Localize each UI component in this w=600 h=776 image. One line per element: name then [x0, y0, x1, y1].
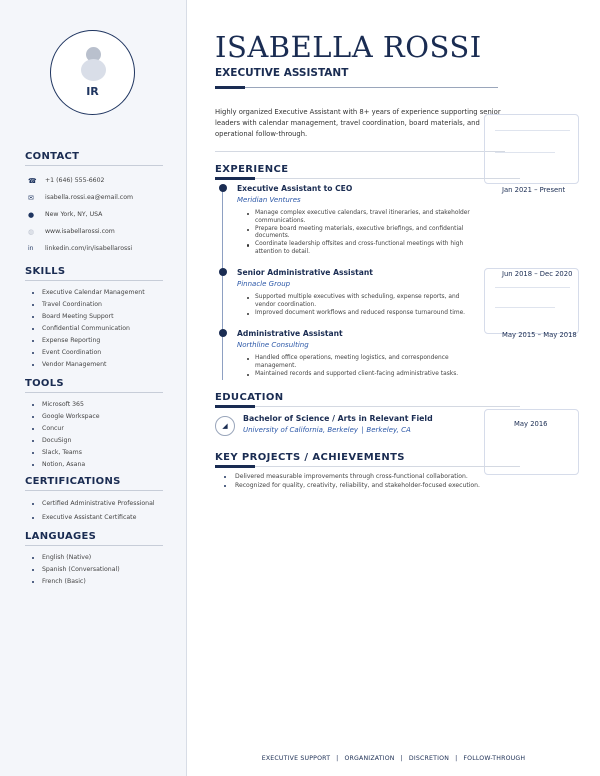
education-separator: |: [361, 426, 364, 434]
list-item: Supported multiple executives with scheduling, expense reports, and vendor coordination.: [247, 294, 477, 309]
education-school-line: [243, 426, 411, 434]
footer-tagline: [187, 755, 600, 762]
job-company: Pinnacle Group: [237, 280, 291, 288]
experience-heading: EXPERIENCE: [215, 164, 289, 175]
job-company: Meridian Ventures: [237, 196, 301, 204]
candidate-name: ISABELLA ROSSI: [215, 30, 482, 64]
certifications-heading: CERTIFICATIONS: [25, 476, 163, 491]
contact-section: [25, 151, 163, 257]
job-title: Senior Administrative Assistant: [237, 268, 373, 277]
contact-linkedin-text[interactable]: linkedin.com/in/isabellarossi: [45, 245, 133, 252]
contact-phone: [25, 172, 163, 189]
job-dates: May 2015 – May 2018: [502, 331, 577, 339]
list-item: Improved document workflows and reduced response turnaround time.: [247, 310, 477, 318]
list-item: Prepare board meeting materials, executive briefings, and confidential documents.: [247, 226, 477, 241]
languages-section: [25, 531, 163, 588]
contact-phone-text[interactable]: +1 (646) 555-6602: [45, 177, 105, 184]
list-item: Spanish (Conversational): [25, 564, 163, 576]
list-item: Coordinate leadership offsites and cross-functional meetings with high attention to detail.: [247, 241, 477, 256]
footer-item: ORGANIZATION: [344, 755, 395, 762]
skills-list: [25, 287, 163, 371]
job-company: Northline Consulting: [237, 341, 309, 349]
timeline-dot: [219, 184, 227, 192]
experience-divider: [215, 178, 520, 179]
list-item: Slack, Teams: [25, 447, 163, 459]
job-bullets: [247, 210, 477, 257]
candidate-role: EXECUTIVE ASSISTANT: [215, 67, 349, 79]
education-location: Berkeley, CA: [366, 426, 411, 434]
languages-list: [25, 552, 163, 588]
list-item: Certified Administrative Professional: [25, 497, 163, 511]
timeline-dot: [219, 329, 227, 337]
contact-website: [25, 223, 163, 240]
contact-website-text[interactable]: www.isabellarossi.com: [45, 228, 115, 235]
contact-email: [25, 189, 163, 206]
footer-item: EXECUTIVE SUPPORT: [261, 755, 331, 762]
job-title: Executive Assistant to CEO: [237, 184, 353, 193]
timeline-dot: [219, 268, 227, 276]
list-item: Notion, Asana: [25, 459, 163, 471]
job-dates: Jan 2021 – Present: [502, 186, 566, 194]
projects-divider: [215, 466, 520, 467]
education-divider: [215, 406, 520, 407]
contact-email-text[interactable]: isabella.rossi.ea@email.com: [45, 194, 134, 201]
tools-list: [25, 399, 163, 471]
list-item: Concur: [25, 423, 163, 435]
phone-icon: ☎: [28, 176, 37, 185]
decorative-card: [484, 114, 579, 184]
job-dates: Jun 2018 – Dec 2020: [502, 270, 573, 278]
list-item: Recognized for quality, creativity, reliability, and stakeholder-focused execution.: [223, 481, 523, 490]
list-item: Confidential Communication: [25, 323, 163, 335]
certifications-section: [25, 476, 163, 525]
education-school: University of California, Berkeley: [243, 426, 359, 434]
avatar-body-shape: [81, 59, 106, 81]
summary-text: Highly organized Executive Assistant with 8+ years of experience supporting senior leaders with calendar management, travel coordination, board materials, and operational follow-through.: [215, 108, 501, 138]
projects-heading: KEY PROJECTS / ACHIEVEMENTS: [215, 452, 405, 463]
education-date: May 2016: [514, 420, 548, 428]
list-item: French (Basic): [25, 576, 163, 588]
location-icon: ●: [28, 210, 35, 219]
footer-separator: |: [455, 755, 458, 762]
job-bullets: [247, 294, 477, 318]
list-item: Delivered measurable improvements through cross-functional collaboration.: [223, 472, 523, 481]
timeline-line: [222, 190, 223, 380]
tools-section: [25, 378, 163, 471]
list-item: Handled office operations, meeting logistics, and correspondence management.: [247, 355, 477, 370]
list-item: Expense Reporting: [25, 335, 163, 347]
footer-separator: |: [336, 755, 339, 762]
header-divider: [215, 87, 498, 88]
contact-location: [25, 206, 163, 223]
list-item: DocuSign: [25, 435, 163, 447]
summary-divider: [215, 151, 505, 152]
footer-item: DISCRETION: [408, 755, 450, 762]
projects-list: [223, 472, 523, 490]
graduation-cap-icon: ◢: [215, 416, 235, 436]
job-bullets: [247, 355, 477, 379]
footer-separator: |: [400, 755, 403, 762]
sidebar: [0, 0, 187, 776]
list-item: Event Coordination: [25, 347, 163, 359]
footer-item: FOLLOW-THROUGH: [463, 755, 526, 762]
contact-linkedin: [25, 240, 163, 257]
list-item: Manage complex executive calendars, travel itineraries, and stakeholder communications.: [247, 210, 477, 225]
education-heading: EDUCATION: [215, 392, 284, 403]
website-icon: ◍: [28, 227, 35, 236]
list-item: Microsoft 365: [25, 399, 163, 411]
skills-heading: SKILLS: [25, 266, 163, 281]
linkedin-icon: in: [28, 245, 34, 252]
tools-heading: TOOLS: [25, 378, 163, 393]
list-item: Board Meeting Support: [25, 311, 163, 323]
avatar-initials: IR: [86, 85, 99, 98]
list-item: Google Workspace: [25, 411, 163, 423]
avatar: [50, 30, 135, 115]
list-item: Vendor Management: [25, 359, 163, 371]
list-item: Executive Calendar Management: [25, 287, 163, 299]
list-item: English (Native): [25, 552, 163, 564]
list-item: Maintained records and supported client-facing administrative tasks.: [247, 371, 477, 379]
skills-section: [25, 266, 163, 371]
list-item: Executive Assistant Certificate: [25, 511, 163, 525]
email-icon: ✉: [28, 193, 34, 202]
list-item: Travel Coordination: [25, 299, 163, 311]
contact-heading: CONTACT: [25, 151, 163, 166]
certifications-list: [25, 497, 163, 525]
education-degree: Bachelor of Science / Arts in Relevant Field: [243, 414, 433, 423]
job-title: Administrative Assistant: [237, 329, 343, 338]
languages-heading: LANGUAGES: [25, 531, 163, 546]
contact-location-text: New York, NY, USA: [45, 211, 103, 218]
